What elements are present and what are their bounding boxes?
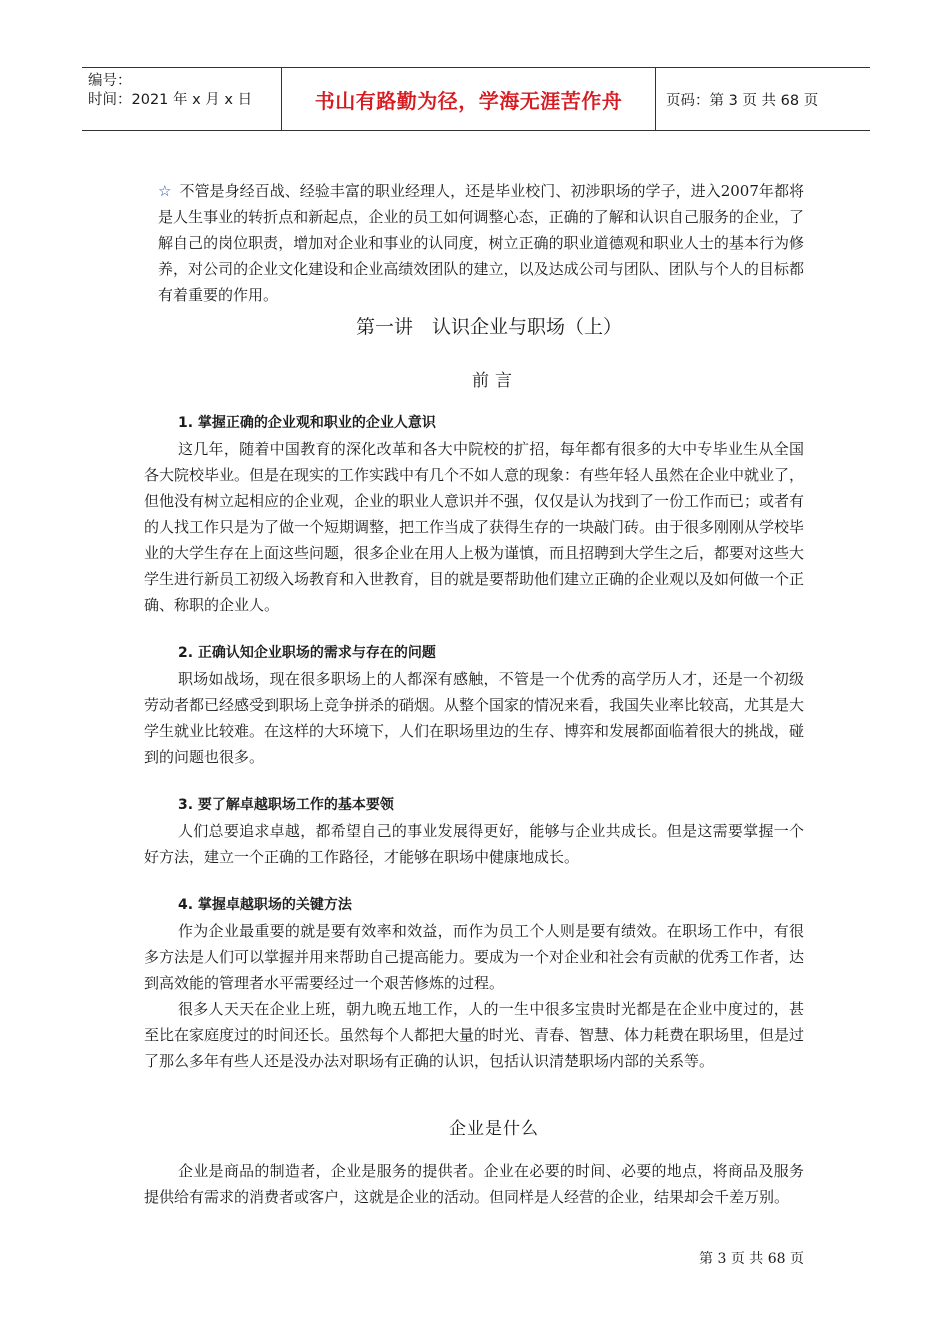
preface-title: 前言 (472, 371, 518, 391)
section-1-paragraph: 这几年，随着中国教育的深化改革和各大中院校的扩招，每年都有很多的大中专毕业生从全国各大院校毕业。但是在现实的工作实践中有几个不如人意的现象：有些年轻人虽然在企业中就业了，但他没有树立起相应的企业观，企业的职业人意识并不强，仅仅是认为找到了一份工作而已；或者有的人找工作只是为了做一个短期调整，把工作当成了获得生存的一块敲门砖。由于很多刚刚从学校毕业的大学生存在上面这些问题，很多企业在用人上极为谨慎，而且招聘到大学生之后，都要对这些大学生进行新员工初级入场教育和入世教育，目的就是要帮助他们建立正确的企业观以及如何做一个正确、称职的企业人。 (144, 440, 805, 614)
section-4-paragraph-1: 作为企业最重要的就是要有效率和效益，而作为员工个人则是要有绩效。在职场工作中，有很多方法是人们可以掌握并用来帮助自己提高能力。要成为一个对企业和社会有贡献的优秀工作者，达到高效能的管理者水平需要经过一个艰苦修炼的过程。 (144, 922, 805, 992)
what-is-enterprise-title: 企业是什么 (449, 1119, 539, 1139)
intro-text: 不管是身经百战、经验丰富的职业经理人，还是毕业校门、初涉职场的学子，进入2007年都将是人生事业的转折点和新起点，企业的员工如何调整心态，正确的了解和认识自己服务的企业，了解自己的岗位职责，增加对企业和事业的认同度，树立正确的职业道德观和职业人士的基本行为修养，对公司的企业文化建设和企业高绩效团队的建立，以及达成公司与团队、团队与个人的目标都有着重要的作用。 (158, 182, 804, 304)
section-heading-3: 3. 要了解卓越职场工作的基本要领 (178, 797, 394, 813)
section-heading-1: 1. 掌握正确的企业观和职业的企业人意识 (178, 415, 436, 431)
lecture-title: 第一讲 认识企业与职场（上） (355, 316, 622, 338)
section-heading-4: 4. 掌握卓越职场的关键方法 (178, 897, 352, 913)
document-body (144, 178, 804, 1210)
date-label: 时间：2021 年 x 月 x 日 (88, 92, 253, 108)
section-4-paragraph-2: 很多人天天在企业上班，朝九晚五地工作，人的一生中很多宝贵时光都是在企业中度过的，甚至比在家庭度过的时间还长。虽然每个人都把大量的时光、青春、智慧、体力耗费在职场里，但是过了那么多年有些人还是没办法对职场有正确的认识，包括认识清楚职场内部的关系等。 (144, 1000, 805, 1070)
star-icon: ☆ (158, 182, 172, 200)
section-heading-2: 2. 正确认知企业职场的需求与存在的问题 (178, 645, 436, 661)
header-page-number: 页码：第 3 页 共 68 页 (666, 92, 819, 109)
page-footer: 第 3 页 共 68 页 (699, 1251, 804, 1267)
number-label: 编号： (88, 73, 132, 89)
header-meta (82, 68, 282, 130)
page-header (82, 67, 870, 131)
intro-paragraph (144, 178, 804, 308)
section-2-paragraph: 职场如战场，现在很多职场上的人都深有感触，不管是一个优秀的高学历人才，还是一个初级劳动者都已经感受到职场上竞争拼杀的硝烟。从整个国家的情况来看，我国失业率比较高，尤其是大学生就业比较难。在这样的大环境下，人们在职场里边的生存、博弈和发展都面临着很大的挑战，碰到的问题也很多。 (144, 670, 805, 766)
section-3-paragraph: 人们总要追求卓越，都希望自己的事业发展得更好，能够与企业共成长。但是这需要掌握一个好方法，建立一个正确的工作路径，才能够在职场中健康地成长。 (144, 822, 804, 866)
what-is-enterprise-paragraph: 企业是商品的制造者，企业是服务的提供者。企业在必要的时间、必要的地点，将商品及服务提供给有需求的消费者或客户，这就是企业的活动。但同样是人经营的企业，结果却会千差万别。 (144, 1162, 804, 1206)
header-motto: 书山有路勤为径，学海无涯苦作舟 (282, 68, 656, 130)
